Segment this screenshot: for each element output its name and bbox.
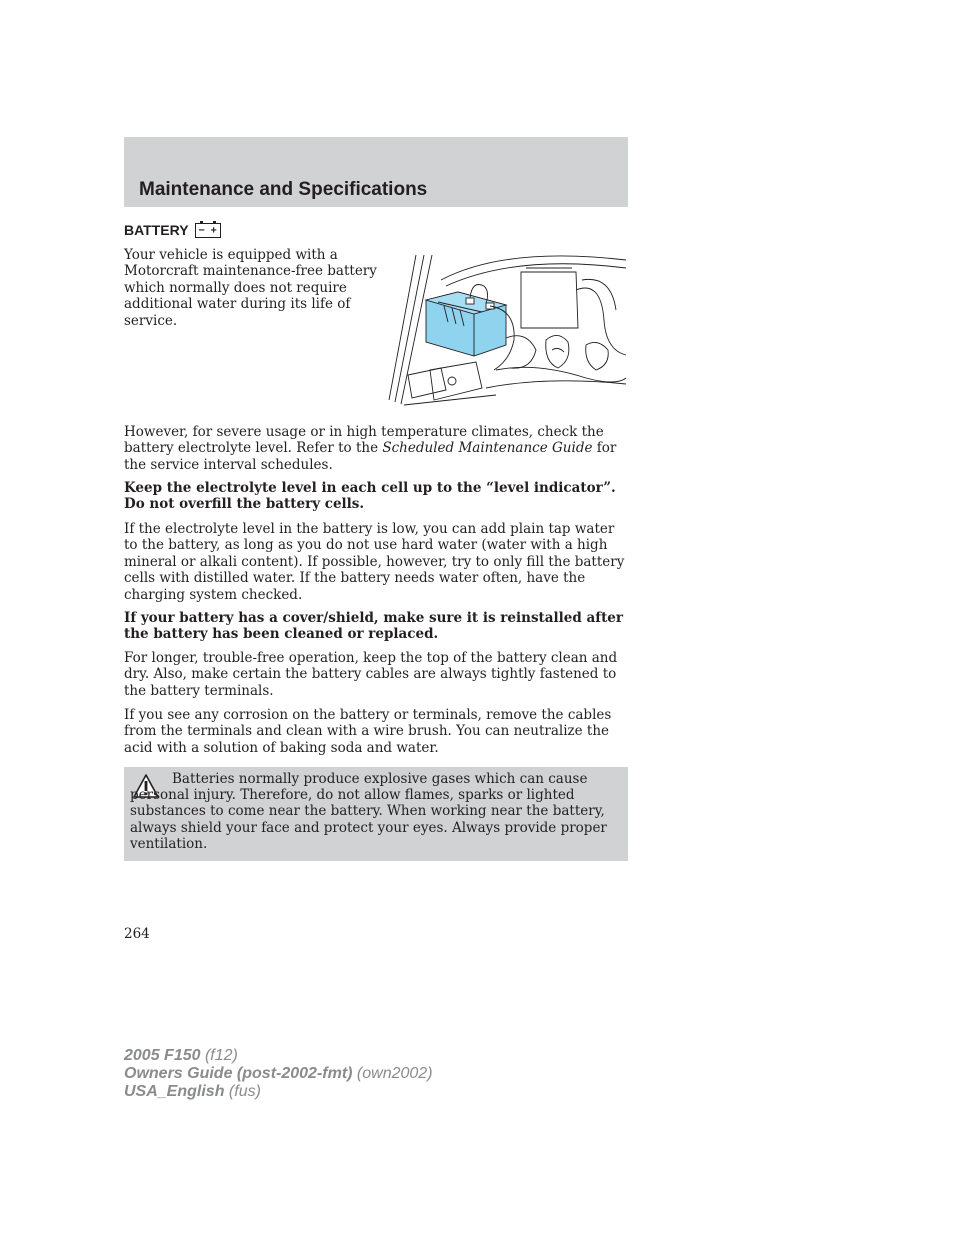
battery-heading bbox=[124, 222, 221, 238]
battery-icon bbox=[195, 223, 221, 238]
intro-paragraph: Your vehicle is equipped with a Motorcraft maintenance-free battery which normally does not require additional water during its life of service. bbox=[124, 247, 377, 329]
warning-text: Batteries normally produce explosive gases which can cause personal injury. Therefore, do not allow flames, sparks or lighted substances to come near the battery. When working near the battery, always shield your face and protect your eyes. Always provide proper ventilation. bbox=[130, 771, 607, 852]
footer-line-model bbox=[124, 1047, 433, 1065]
warning-box bbox=[124, 767, 628, 861]
cover-shield-warning: If your battery has a cover/shield, make sure it is reinstalled after the battery has been cleaned or replaced. bbox=[124, 610, 624, 643]
page-number: 264 bbox=[124, 926, 150, 942]
severe-usage-text-start: However, for severe usage or in high temperature climates, check the battery electrolyte level. Refer to the bbox=[124, 424, 604, 457]
battery-icon-symbols: − + bbox=[198, 224, 217, 236]
low-electrolyte-paragraph: If the electrolyte level in the battery is low, you can add plain tap water to the battery, as long as you do not use hard water (water with a high mineral or alkali content). If possible, however, try to only fill the battery cells with distilled water. If the battery needs water often, have the charging system checked. bbox=[124, 521, 625, 603]
footer-line-language bbox=[124, 1083, 433, 1101]
footer-model: 2005 F150 bbox=[124, 1047, 201, 1064]
page-title: Maintenance and Specifications bbox=[139, 179, 428, 200]
longer-operation-paragraph: For longer, trouble-free operation, keep the top of the battery clean and dry. Also, make certain the battery cables are always tightly fastened to the battery terminals. bbox=[124, 650, 618, 699]
corrosion-paragraph: If you see any corrosion on the battery or terminals, remove the cables from the terminals and clean with a wire brush. You can neutralize the acid with a solution of baking soda and water. bbox=[124, 707, 612, 756]
battery-heading-text: BATTERY bbox=[124, 222, 189, 238]
document-footer bbox=[124, 1047, 433, 1101]
severe-usage-text-end: for the service interval schedules. bbox=[124, 440, 617, 473]
footer-line-guide bbox=[124, 1065, 433, 1083]
severe-usage-paragraph bbox=[124, 424, 628, 473]
footer-guide: Owners Guide (post-2002-fmt) bbox=[124, 1065, 353, 1082]
footer-model-code: (f12) bbox=[200, 1047, 238, 1064]
scheduled-maintenance-guide-reference: Scheduled Maintenance Guide bbox=[382, 440, 593, 457]
footer-language-code: (fus) bbox=[224, 1083, 261, 1100]
electrolyte-level-warning: Keep the electrolyte level in each cell up to the “level indicator”. Do not overfill the battery cells. bbox=[124, 480, 616, 513]
footer-language: USA_English bbox=[124, 1083, 225, 1100]
footer-guide-code: (own2002) bbox=[352, 1065, 433, 1082]
section-header-band bbox=[124, 137, 628, 207]
battery-illustration bbox=[386, 250, 628, 410]
